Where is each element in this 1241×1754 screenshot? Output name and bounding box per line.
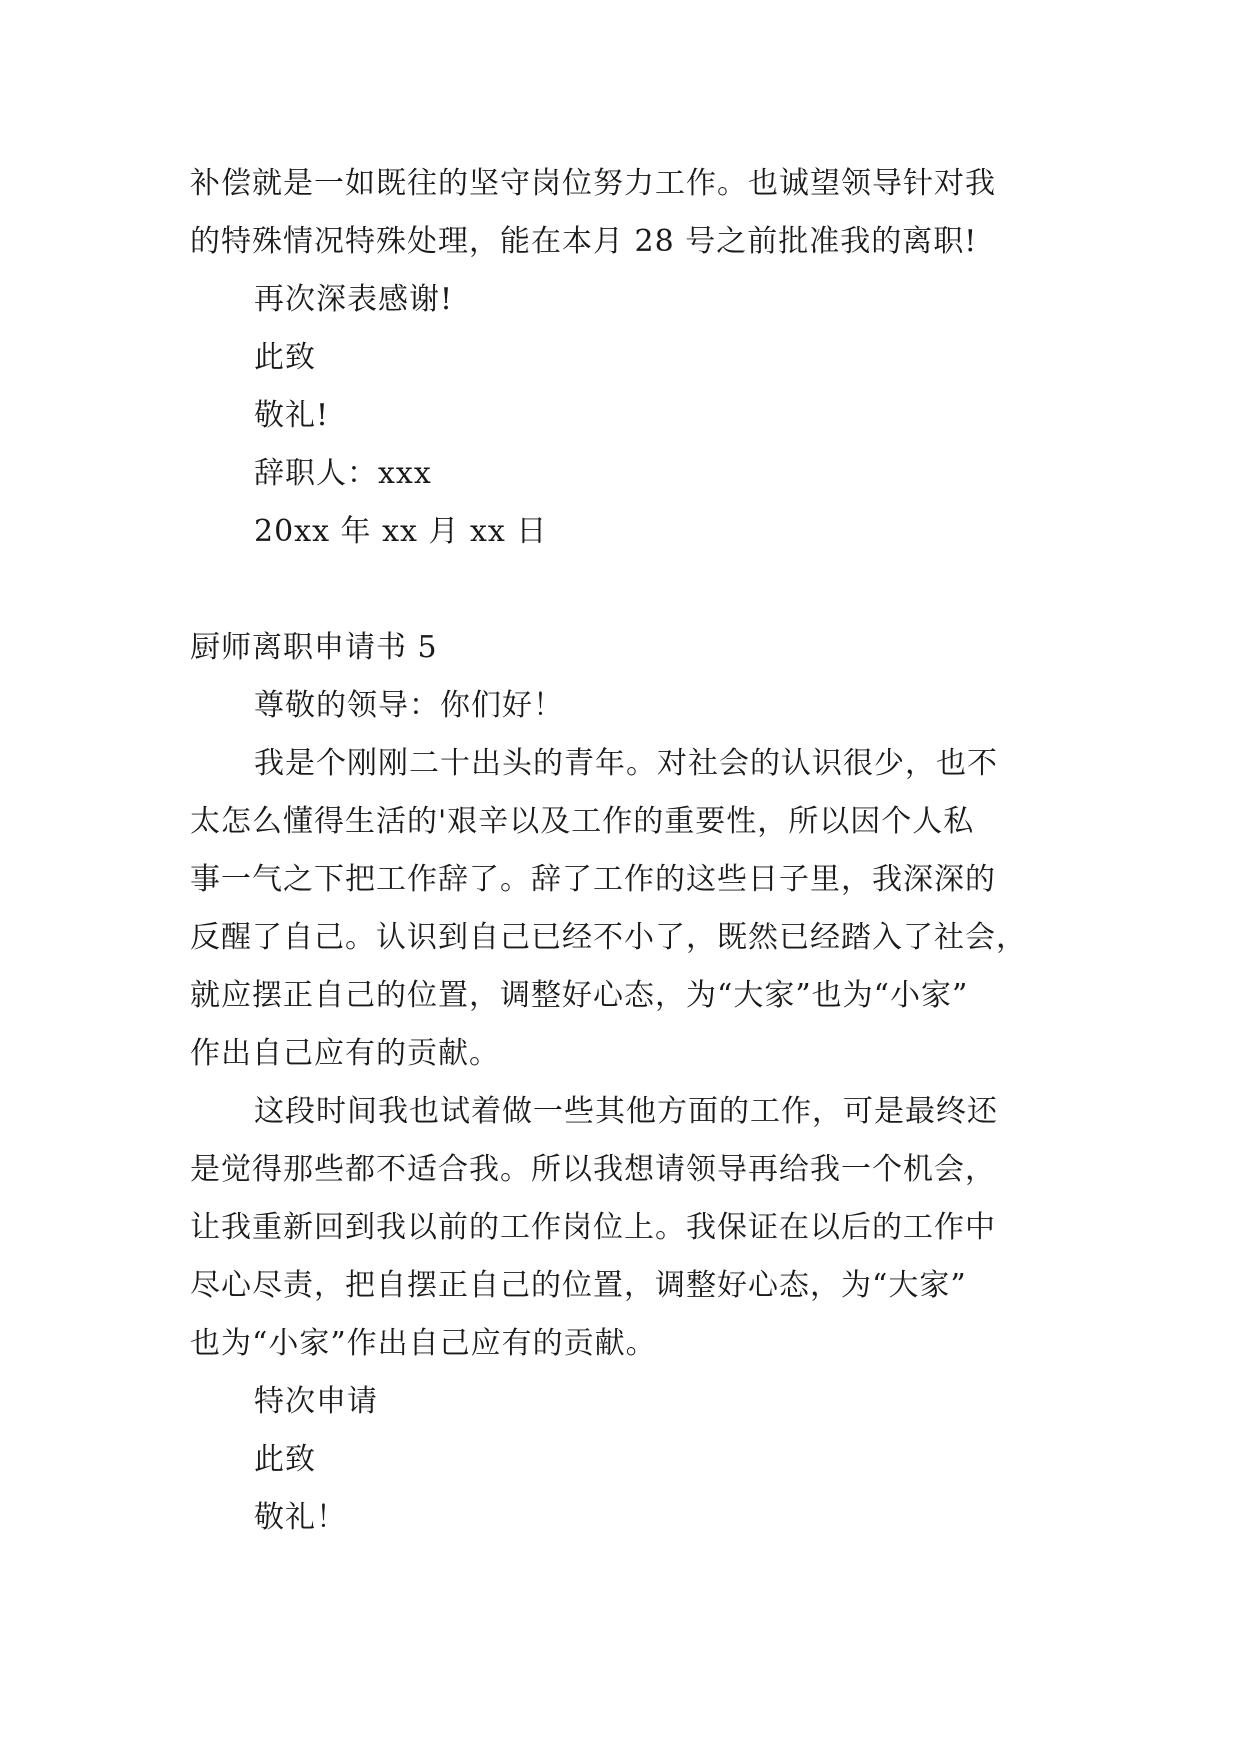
paragraph-line: 就应摆正自己的位置，调整好心态，为“大家”也为“小家” bbox=[190, 978, 969, 1013]
paragraph-line: 补偿就是一如既往的坚守岗位努力工作。也诚望领导针对我 bbox=[190, 166, 996, 201]
paragraph-line: 反醒了自己。认识到自己已经不小了，既然已经踏入了社会， bbox=[190, 920, 1027, 955]
salute-line: 敬礼！ bbox=[254, 1500, 347, 1535]
greeting-line: 尊敬的领导：你们好！ bbox=[254, 688, 564, 723]
paragraph-line: 我是个刚刚二十出头的青年。对社会的认识很少，也不 bbox=[254, 746, 998, 781]
paragraph-line: 也为“小家”作出自己应有的贡献。 bbox=[190, 1326, 657, 1361]
paragraph-line: 的特殊情况特殊处理，能在本月 28 号之前批准我的离职! bbox=[190, 224, 978, 259]
paragraph-line: 是觉得那些都不适合我。所以我想请领导再给我一个机会， bbox=[190, 1152, 996, 1187]
special-request-line: 特次申请 bbox=[254, 1384, 378, 1419]
paragraph-line: 太怎么懂得生活的'艰辛以及工作的重要性，所以因个人私 bbox=[190, 804, 975, 839]
signer-line: 辞职人：xxx bbox=[254, 456, 432, 491]
closing-line: 此致 bbox=[254, 1442, 316, 1477]
paragraph-line: 作出自己应有的贡献。 bbox=[190, 1036, 500, 1071]
paragraph-line: 这段时间我也试着做一些其他方面的工作，可是最终还 bbox=[254, 1094, 998, 1129]
closing-line: 此致 bbox=[254, 340, 316, 375]
paragraph-line: 让我重新回到我以前的工作岗位上。我保证在以后的工作中 bbox=[190, 1210, 996, 1245]
paragraph-line: 尽心尽责，把自摆正自己的位置，调整好心态，为“大家” bbox=[190, 1268, 967, 1303]
section-title: 厨师离职申请书 5 bbox=[190, 630, 438, 665]
thanks-line: 再次深表感谢! bbox=[254, 282, 454, 317]
salute-line: 敬礼! bbox=[254, 398, 330, 433]
paragraph-line: 事一气之下把工作辞了。辞了工作的这些日子里，我深深的 bbox=[190, 862, 996, 897]
date-line: 20xx 年 xx 月 xx 日 bbox=[254, 514, 548, 549]
